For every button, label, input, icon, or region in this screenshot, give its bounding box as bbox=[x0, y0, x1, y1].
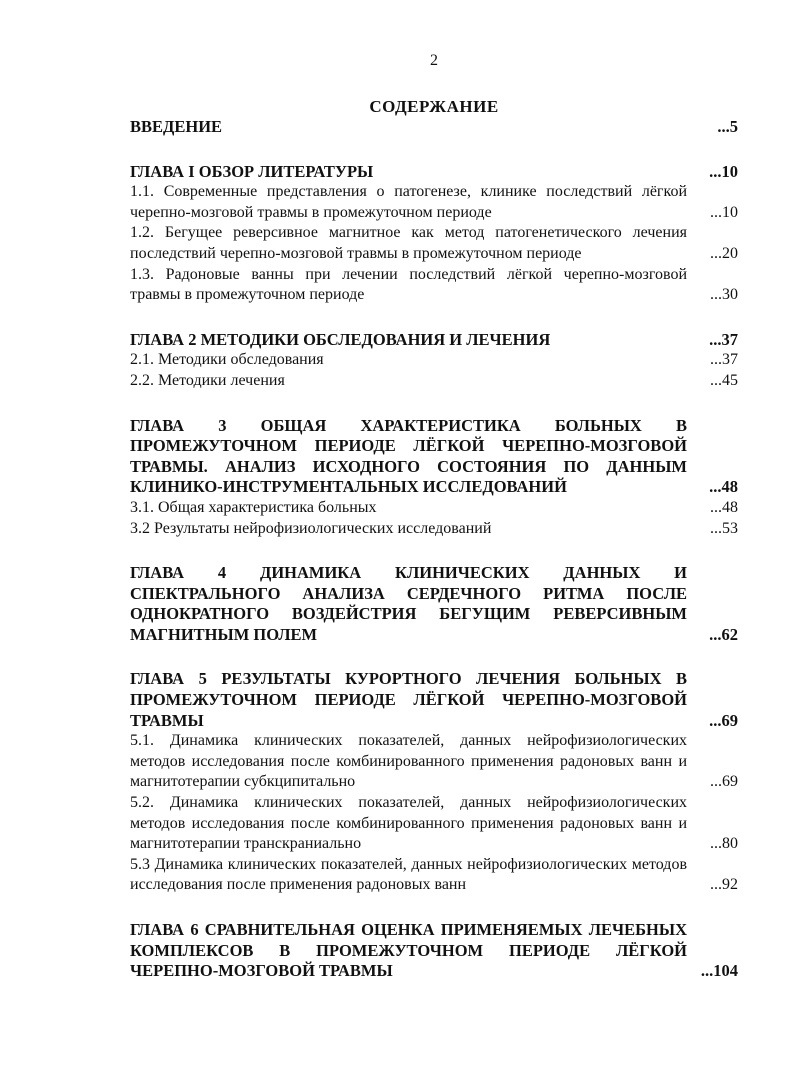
toc-entry-chapter-2[interactable] bbox=[130, 330, 738, 351]
toc-entry-section-5-3[interactable] bbox=[130, 855, 738, 896]
entry-text: ГЛАВА 3 ОБЩАЯ ХАРАКТЕРИСТИКА БОЛЬНЫХ В ПРОМЕЖУТОЧНОМ ПЕРИОДЕ ЛЁГКОЙ ЧЕРЕПНО-МОЗГОВОЙ ТРАВМЫ. АНАЛИЗ ИСХОДНОГО СОСТОЯНИЯ ПО ДАННЫМ КЛИНИКО-ИНСТРУМЕНТАЛЬНЫХ ИССЛЕДОВАНИЙ bbox=[130, 415, 687, 497]
entry-text: 5.3 Динамика клинических показателей, данных нейрофизиологических методов исследования после применения радоновых ванн bbox=[130, 855, 687, 894]
entry-text: 1.1. Современные представления о патогенезе, клинике последствий лёгкой черепно-мозговой травмы в промежуточном периоде bbox=[130, 183, 687, 221]
entry-page: ...30 bbox=[710, 286, 738, 304]
entry-text: 3.2 Результаты нейрофизиологических исследований bbox=[130, 519, 492, 537]
entry-page: ...104 bbox=[700, 961, 738, 981]
table-of-contents bbox=[130, 117, 738, 982]
toc-entry-section-1-3[interactable] bbox=[130, 265, 738, 306]
entry-text: ВВЕДЕНИЕ bbox=[130, 117, 223, 136]
toc-entry-section-3-1[interactable] bbox=[130, 498, 738, 519]
entry-page: ...48 bbox=[709, 477, 738, 497]
toc-entry-section-1-2[interactable] bbox=[130, 223, 738, 264]
entry-text: ГЛАВА 5 РЕЗУЛЬТАТЫ КУРОРТНОГО ЛЕЧЕНИЯ БОЛЬНЫХ В ПРОМЕЖУТОЧНОМ ПЕРИОДЕ ЛЁГКОЙ ЧЕРЕПНО-МОЗГОВОЙ ТРАВМЫ bbox=[130, 669, 687, 730]
page-number: 2 bbox=[430, 52, 438, 69]
toc-entry-section-2-2[interactable] bbox=[130, 371, 738, 392]
entry-text: 2.1. Методики обследования bbox=[130, 351, 324, 369]
toc-entry-chapter-5[interactable] bbox=[130, 669, 738, 731]
entry-page: ...20 bbox=[710, 244, 738, 262]
entry-page: ...48 bbox=[710, 498, 738, 516]
toc-entry-section-2-1[interactable] bbox=[130, 350, 738, 371]
entry-text: 1.2. Бегущее реверсивное магнитное как метод патогенетического лечения последствий черепно-мозговой травмы в промежуточном периоде bbox=[130, 224, 687, 262]
entry-page: ...80 bbox=[710, 835, 738, 853]
entry-text: 2.2. Методики лечения bbox=[130, 371, 285, 389]
entry-page: ...62 bbox=[709, 624, 738, 644]
toc-entry-section-5-2[interactable] bbox=[130, 793, 738, 855]
toc-entry-chapter-6[interactable] bbox=[130, 920, 738, 982]
toc-entry-chapter-1[interactable] bbox=[130, 162, 738, 183]
entry-text: ГЛАВА 4 ДИНАМИКА КЛИНИЧЕСКИХ ДАННЫХ И СПЕКТРАЛЬНОГО АНАЛИЗА СЕРДЕЧНОГО РИТМА ПОСЛЕ ОДНОКРАТНОГО ВОЗДЕЙСТРИЯ БЕГУЩИМ РЕВЕРСИВНЫМ МАГНИТНЫМ ПОЛЕМ bbox=[130, 563, 687, 644]
entry-text: ГЛАВА 2 МЕТОДИКИ ОБСЛЕДОВАНИЯ И ЛЕЧЕНИЯ bbox=[130, 329, 551, 349]
entry-page: ...92 bbox=[710, 876, 738, 894]
toc-entry-section-5-1[interactable] bbox=[130, 731, 738, 793]
entry-page: ...69 bbox=[710, 773, 738, 791]
entry-page: ...37 bbox=[709, 329, 738, 349]
toc-entry-chapter-3[interactable] bbox=[130, 416, 738, 498]
entry-page: ...10 bbox=[709, 161, 738, 181]
toc-entry-section-3-2[interactable] bbox=[130, 519, 738, 540]
entry-text: 5.2. Динамика клинических показателей, данных нейрофизиологических методов исследования после комбинированного применения радоновых ванн и магнитотерапии транскраниально bbox=[130, 794, 687, 853]
entry-page: ...37 bbox=[710, 351, 738, 369]
toc-entry-chapter-4[interactable] bbox=[130, 563, 738, 645]
entry-page: ...69 bbox=[709, 710, 738, 730]
entry-page: ...45 bbox=[710, 371, 738, 389]
toc-entry-section-1-1[interactable] bbox=[130, 182, 738, 223]
entry-page: ...53 bbox=[710, 519, 738, 537]
entry-text: 3.1. Общая характеристика больных bbox=[130, 498, 377, 516]
entry-text: ГЛАВА 6 СРАВНИТЕЛЬНАЯ ОЦЕНКА ПРИМЕНЯЕМЫХ ЛЕЧЕБНЫХ КОМПЛЕКСОВ В ПРОМЕЖУТОЧНОМ ПЕРИОДЕ ЛЁГКОЙ ЧЕРЕПНО-МОЗГОВОЙ ТРАВМЫ bbox=[130, 920, 687, 981]
toc-title: СОДЕРЖАНИЕ bbox=[369, 97, 499, 116]
entry-text: 1.3. Радоновые ванны при лечении последствий лёгкой черепно-мозговой травмы в промежуточном периоде bbox=[130, 265, 687, 304]
entry-page: ...10 bbox=[710, 203, 738, 221]
entry-text: ГЛАВА I ОБЗОР ЛИТЕРАТУРЫ bbox=[130, 161, 374, 181]
entry-text: 5.1. Динамика клинических показателей, данных нейрофизиологических методов исследования после комбинированного применения радоновых ванн и магнитотерапии субкципитально bbox=[130, 732, 687, 791]
entry-page: ...5 bbox=[717, 117, 738, 136]
toc-entry-introduction[interactable] bbox=[130, 117, 738, 138]
